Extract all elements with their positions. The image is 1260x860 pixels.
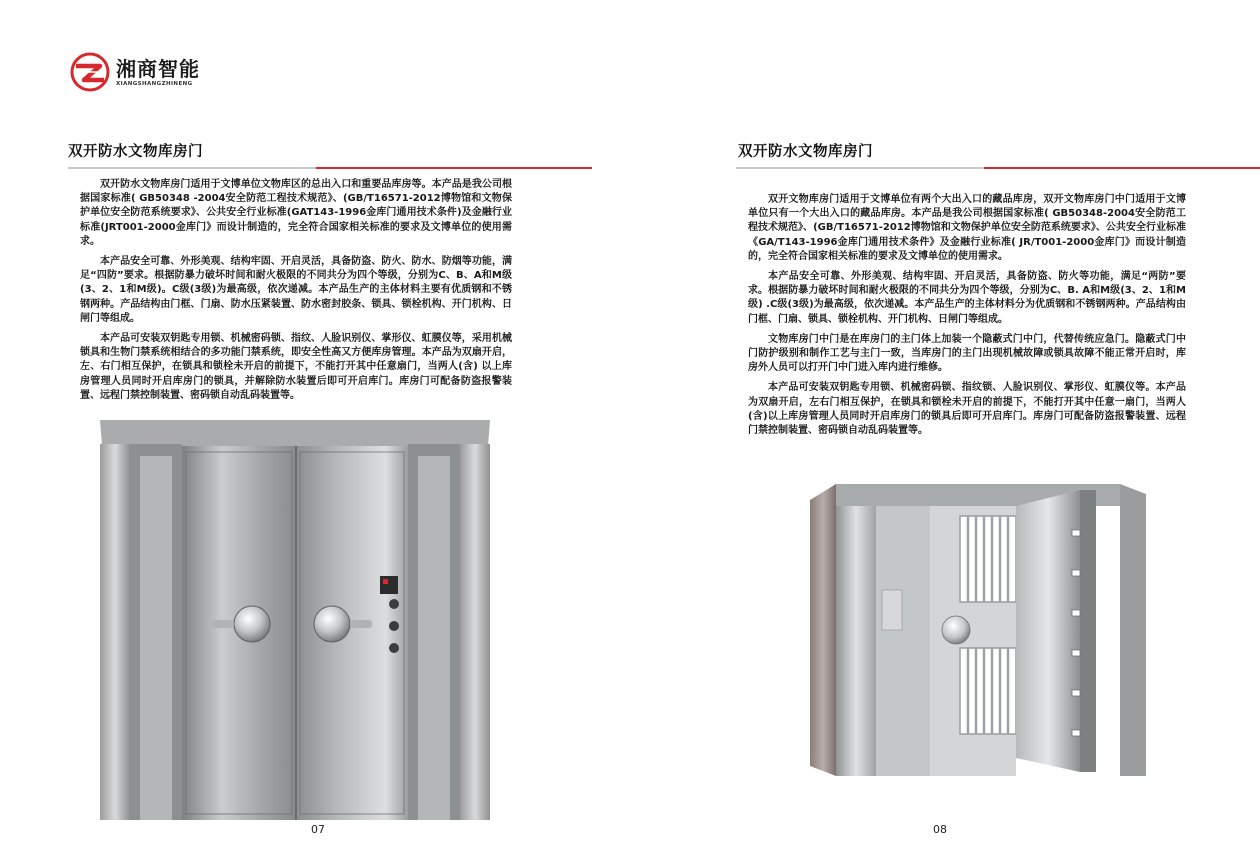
page-number: 07 — [311, 823, 325, 836]
page-number: 08 — [933, 823, 947, 836]
paragraph: 本产品可安装双钥匙专用锁、机械密码锁、指纹锁、人脸识别仪、掌形仪、虹膜仪等。本产品为双扇开启，左右门相互保护，在锁具和锁栓未开启的前提下，不能打开其中任意一扇门，当两人(含)以上库房管理人员同时开启库房门的锁具后即可开启库门。库房门可配备防盗报警装置、远程门禁控制装置、密码锁自动乱码装置等。 — [748, 382, 1186, 437]
paragraph: 本产品安全可靠、外形美观、结构牢固、开启灵活，具备防盗、防火等功能，满足“两防”要求。根据防暴力破坏时间和耐火极限的不同共分为四个等级，分别为C、B. A和M级(3、2、1和M级) .C级(3级)为最高级，依次递减。本产品生产的主体材料分为优质钢和不锈钢两种。产品结构由门框、门扇、锁具、锁栓机构、开门机构、日闸门等组成。 — [748, 271, 1186, 325]
paragraph: 双开防水文物库房门适用于文博单位文物库区的总出入口和重要品库房等。本产品是我公司根据国家标准( GB50348 -2004安全防范工程技术规范》、(GB/T16571-2012博物馆和文物保护单位安全防范系统要求》、公共安全行业标准(GAT143-1996金库门通用技术条件)及金融行业标准(JRT001-2000金库门》而设计制造的，完全符合国家相关标准的要求及文博单位的使用需求。 — [80, 179, 512, 247]
open-vault-door-image — [810, 480, 1160, 780]
body-text — [748, 193, 1186, 444]
page-title: 双开防水文物库房门 — [68, 144, 203, 160]
page-right — [630, 0, 1260, 860]
brand-logo — [70, 52, 200, 92]
brand-name-en: XIANGSHANGZHINENG — [116, 80, 193, 87]
body-text — [80, 178, 512, 409]
paragraph: 双开文物库房门适用于文博单位有两个大出入口的藏品库房，双开文物库房门中门适用于文博单位只有一个大出入口的藏品库房。本产品是我公司根据国家标准( GB50348-2004安全防范工程技术规范》、(GB/T16571-2012博物馆和文物保护单位安全防范系统要求》、公共安全行业标准《GA/T143-1996金库门通用技术条件》及金融行业标准( JR/T001-2000金库门》而设计制造的，完全符合国家相关标准的要求及文博单位的使用需求。 — [748, 194, 1186, 262]
double-vault-door-image — [96, 416, 494, 820]
brand-name-cn: 湘商智能 — [116, 56, 200, 81]
title-divider — [736, 167, 1260, 169]
paragraph: 本产品安全可靠、外形美观、结构牢固、开启灵活，具备防盗、防火、防水、防烟等功能，满足“四防”要求。根据防暴力破坏时间和耐火极限的不同共分为四个等级，分别为C、B、A和M级(3、2、1和M级)。C级(3级)为最高级，依次递减。本产品生产的主体材料主要有优质钢和不锈钢两种。产品结构由门框、门扇、防水压紧装置、防水密封胶条、锁具、锁栓机构、开门机构、日闸门等组成。 — [80, 256, 512, 324]
paragraph: 文物库房门中门是在库房门的主门体上加装一个隐蔽式门中门，代替传统应急门。隐蔽式门中门防护级别和制作工艺与主门一致，当库房门的主门出现机械故障或锁具故障不能正常开启时，库房外人员可以打开门中门进入库内进行维修。 — [748, 333, 1186, 374]
paragraph: 本产品可安装双钥匙专用锁、机械密码锁、指纹、人脸识别仪、掌形仪、虹膜仪等，采用机械锁具和生物门禁系统相结合的多功能门禁系统，即安全性高又方便库房管理。本产品为双扇开启，左、右门相互保护，在锁具和锁栓未开启的前提下，不能打开其中任意扇门，当两人(含) 以上库房管理人员同时开启库房门的锁具，并解除防水装置后即可开启库门。库房门可配备防盗报警装置、远程门禁控制装置、密码锁自动乱码装置等。 — [80, 333, 512, 401]
brand-logo-icon — [70, 52, 110, 92]
page-title: 双开防水文物库房门 — [738, 144, 873, 160]
title-divider — [68, 167, 592, 169]
